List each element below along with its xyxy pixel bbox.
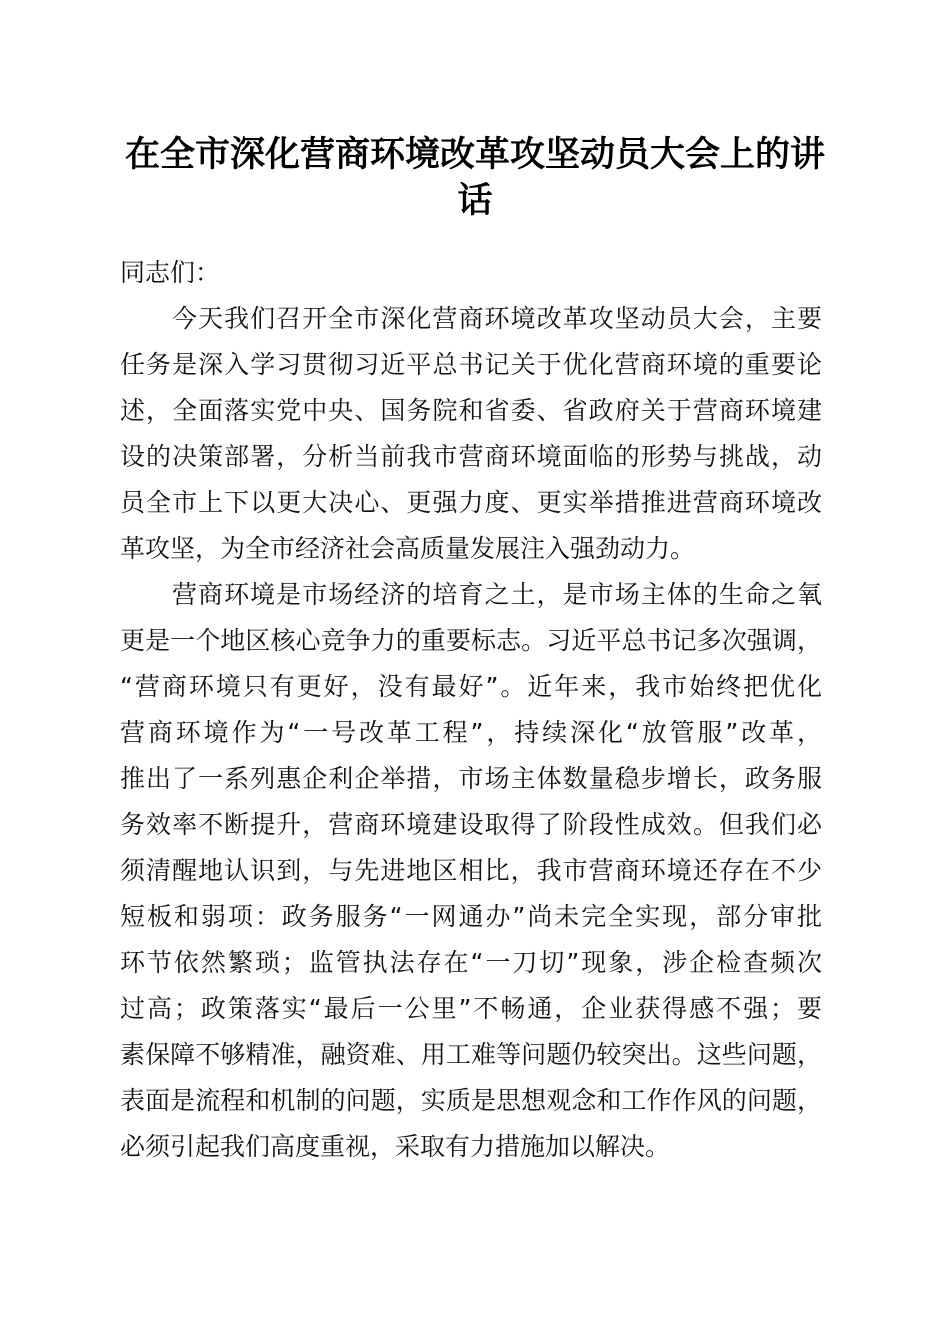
paragraph-line: 营商环境是市场经济的培育之土，是市场主体的生命之氧 [172,580,822,609]
paragraph-line: 任务是深入学习贯彻习近平总书记关于优化营商环境的重要论 [120,350,822,379]
paragraph-line: “营商环境只有更好，没有最好”。近年来，我市始终把优化 [120,672,822,701]
paragraph-line: 表面是流程和机制的问题，实质是思想观念和工作作风的问题， [120,1086,822,1115]
paragraph-line: 革攻坚，为全市经济社会高质量发展注入强劲动力。 [120,534,696,563]
paragraph-line: 营商环境作为“一号改革工程”，持续深化“放管服”改革， [120,718,822,747]
title-line: 在全市深化营商环境改革攻坚动员大会上的讲 [124,134,825,175]
paragraph [120,572,822,1170]
document-title [100,132,850,224]
paragraph-line: 员全市上下以更大决心、更强力度、更实举措推进营商环境改 [120,488,822,517]
document-body [120,250,822,1170]
paragraph-line: 短板和弱项：政务服务“一网通办”尚未完全实现，部分审批 [120,902,822,931]
paragraph-line: 更是一个地区核心竞争力的重要标志。习近平总书记多次强调， [120,626,822,655]
paragraph-line: 述，全面落实党中央、国务院和省委、省政府关于营商环境建 [120,396,822,425]
paragraph-line: 今天我们召开全市深化营商环境改革攻坚动员大会，主要 [172,304,822,333]
title-line: 话 [457,180,493,221]
paragraph-line: 设的决策部署，分析当前我市营商环境面临的形势与挑战，动 [120,442,822,471]
salutation: 同志们： [120,258,221,287]
paragraph-line: 素保障不够精准，融资难、用工难等问题仍较突出。这些问题， [120,1040,822,1069]
paragraph-line: 环节依然繁琐；监管执法存在“一刀切”现象，涉企检查频次 [120,948,822,977]
paragraph-line: 必须引起我们高度重视，采取有力措施加以解决。 [120,1132,671,1161]
paragraphs [120,296,822,1170]
paragraph-line: 须清醒地认识到，与先进地区相比，我市营商环境还存在不少 [120,856,822,885]
paragraph-line: 过高；政策落实“最后一公里”不畅通，企业获得感不强；要 [120,994,822,1023]
paragraph [120,296,822,572]
paragraph-line: 推出了一系列惠企利企举措，市场主体数量稳步增长，政务服 [120,764,822,793]
paragraph-line: 务效率不断提升，营商环境建设取得了阶段性成效。但我们必 [120,810,822,839]
